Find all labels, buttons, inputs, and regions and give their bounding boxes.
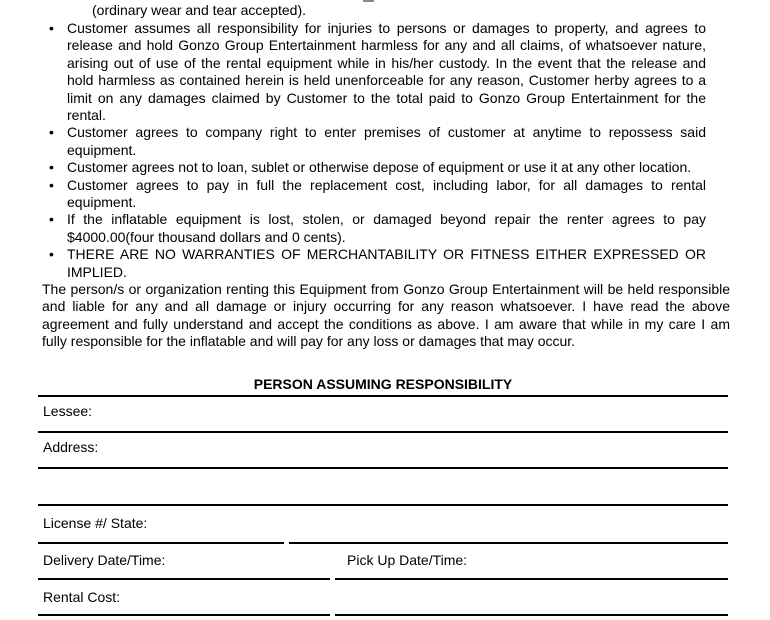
bullet-item: [48, 177, 706, 212]
delivery-label: Delivery Date/Time:: [43, 552, 166, 568]
form-row-lessee: [38, 397, 728, 433]
bullet-icon: •: [49, 20, 54, 36]
form-title: PERSON ASSUMING RESPONSIBILITY: [38, 376, 728, 397]
bullet-item: [48, 159, 706, 176]
pickup-label: Pick Up Date/Time:: [347, 552, 468, 568]
border-gap: [284, 542, 289, 544]
border-gap: [330, 578, 335, 580]
bullet-item: [48, 211, 706, 246]
lessee-label: Lessee:: [43, 403, 93, 419]
rental-cost-label: Rental Cost:: [43, 589, 121, 605]
bullet-text: THERE ARE NO WARRANTIES OF MERCHANTABILITY OR FITNESS EITHER EXPRESSED OR IMPLIED.: [67, 246, 706, 280]
bullet-item: [48, 124, 706, 159]
agreement-paragraph: The person/s or organization renting this Equipment from Gonzo Group Entertainment will be held responsible and liable for any and all damage or injury occurring for any reason whatsoever. I have read the above agreement and fully understand and accept the conditions as above. I am aware that while in my care I am fully responsible for the inflatable and will pay for any loss or damages that may occur.: [42, 281, 730, 350]
license-label: License #/ State:: [43, 515, 148, 531]
bullet-icon: •: [49, 211, 54, 228]
bullet-text: Customer agrees not to loan, sublet or otherwise depose of equipment or use it at any other location.: [67, 159, 692, 176]
form-row-license: [38, 506, 728, 544]
border-gap: [330, 614, 335, 616]
bullet-continuation-line: (ordinary wear and tear accepted).: [92, 2, 306, 18]
bullet-icon: •: [49, 159, 54, 176]
bullet-text: If the inflatable equipment is lost, stolen, or damaged beyond repair the renter agrees to pay $4000.00(four thousand dollars and 0 cents).: [67, 211, 706, 245]
bullet-icon: •: [49, 176, 54, 193]
form-row-address: [38, 433, 728, 469]
bullet-item: [48, 246, 706, 281]
form-row-address-continuation: [38, 469, 728, 506]
terms-bullet-list: [48, 20, 725, 281]
bullet-item: [48, 20, 706, 124]
responsibility-form: [38, 376, 728, 616]
address-label: Address:: [43, 439, 99, 455]
bullet-text: Customer assumes all responsibility for injuries to persons or damages to property, and agrees to release and hold Gonzo Group Entertainment harmless for any and all claims, of whatsoever nature, arising out of use of the rental equipment while in his/her custody. In the event that the release and hold harmless as contained herein is held unenforceable for any reason, Customer herby agrees to a limit on any damages claimed by Customer to the total paid to Gonzo Group Entertainment for the rental.: [67, 20, 706, 124]
bullet-text: Customer agrees to pay in full the replacement cost, including labor, for all damages to rental equipment.: [67, 176, 706, 211]
bullet-text: Customer agrees to company right to enter premises of customer at anytime to repossess said equipment.: [67, 124, 706, 158]
form-row-delivery-pickup: [38, 544, 728, 580]
form-row-rental-cost: [38, 580, 728, 616]
bullet-icon: •: [49, 246, 54, 263]
bullet-icon: •: [49, 124, 54, 141]
